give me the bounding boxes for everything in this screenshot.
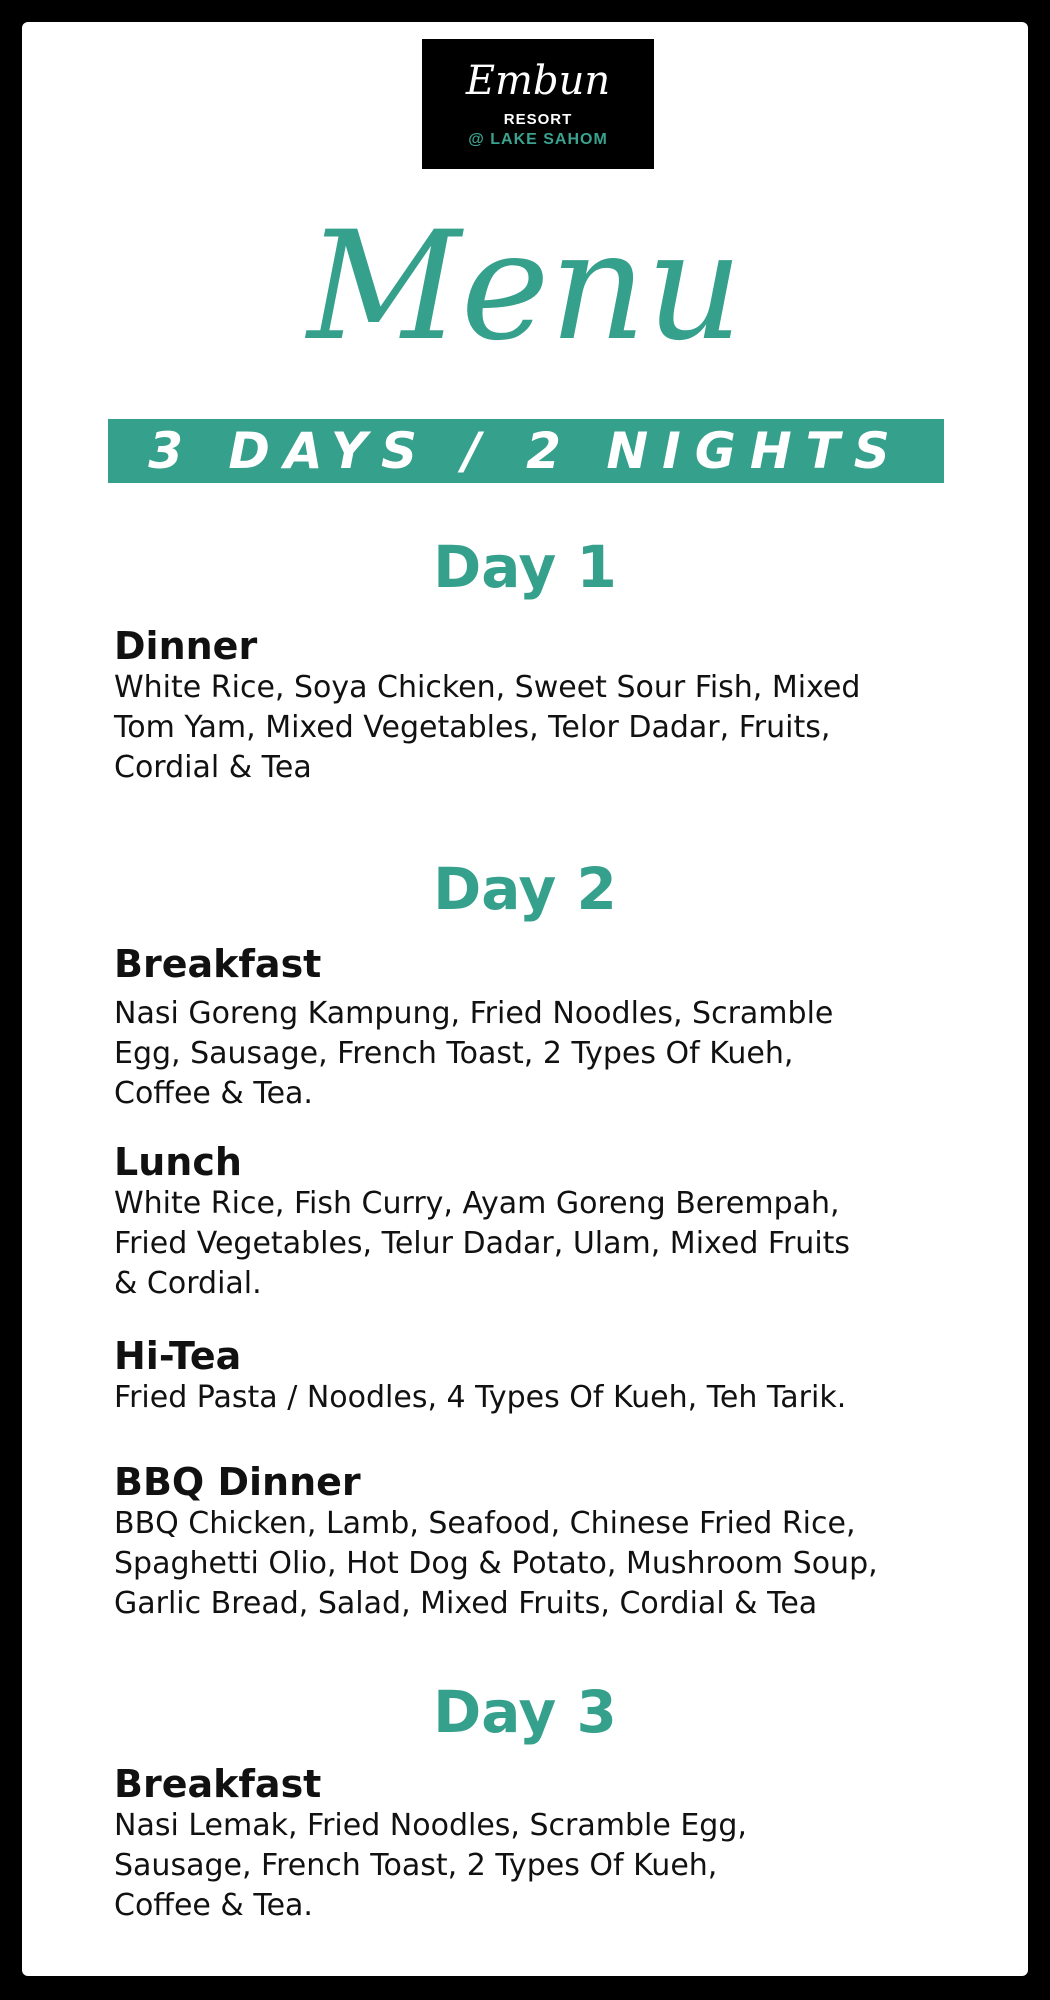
meal-line: Tom Yam, Mixed Vegetables, Telor Dadar, Fruits,	[114, 710, 831, 745]
meal-title: Breakfast	[114, 1762, 322, 1806]
day-2-heading: Day 2	[433, 855, 617, 923]
meal-items	[114, 1504, 974, 1624]
day-2-bbq-dinner	[114, 1460, 994, 1624]
meal-line: Fried Pasta / Noodles, 4 Types Of Kueh, Teh Tarik.	[114, 1380, 847, 1415]
meal-line: Nasi Goreng Kampung, Fried Noodles, Scramble	[114, 996, 834, 1031]
meal-title: BBQ Dinner	[114, 1460, 361, 1504]
day-2-lunch	[114, 1140, 994, 1304]
meal-line: Egg, Sausage, French Toast, 2 Types Of Kueh,	[114, 1036, 794, 1071]
menu-card	[22, 22, 1028, 1976]
meal-items	[114, 668, 974, 788]
meal-items	[114, 1378, 974, 1418]
menu-title: Menu	[307, 200, 743, 374]
meal-line: Cordial & Tea	[114, 750, 312, 785]
meal-title: Hi-Tea	[114, 1334, 242, 1378]
day-1-dinner	[114, 624, 994, 788]
meal-line: Spaghetti Olio, Hot Dog & Potato, Mushroom Soup,	[114, 1546, 878, 1581]
day-2-breakfast	[114, 942, 994, 1114]
meal-title: Lunch	[114, 1140, 242, 1184]
meal-line: Coffee & Tea.	[114, 1076, 313, 1111]
logo-location-text: @ LAKE SAHOM	[468, 131, 608, 148]
meal-line: Garlic Bread, Salad, Mixed Fruits, Cordial & Tea	[114, 1586, 818, 1621]
meal-items	[114, 1806, 974, 1926]
meal-items	[114, 1184, 974, 1304]
logo-script-text: Embun	[465, 58, 611, 104]
meal-line: White Rice, Fish Curry, Ayam Goreng Berempah,	[114, 1186, 840, 1221]
package-banner: 3 DAYS / 2 NIGHTS	[108, 419, 944, 483]
meal-items	[114, 994, 974, 1114]
day-1-heading: Day 1	[433, 533, 617, 601]
logo-resort-text: RESORT	[503, 111, 573, 128]
meal-title: Breakfast	[114, 942, 322, 986]
meal-line: Nasi Lemak, Fried Noodles, Scramble Egg,	[114, 1808, 747, 1843]
day-3-breakfast	[114, 1762, 994, 1926]
meal-line: White Rice, Soya Chicken, Sweet Sour Fish, Mixed	[114, 670, 861, 705]
meal-line: Fried Vegetables, Telur Dadar, Ulam, Mixed Fruits	[114, 1226, 851, 1261]
meal-line: BBQ Chicken, Lamb, Seafood, Chinese Fried Rice,	[114, 1506, 856, 1541]
resort-logo	[422, 39, 654, 169]
meal-line: Sausage, French Toast, 2 Types Of Kueh,	[114, 1848, 718, 1883]
day-3-heading: Day 3	[433, 1678, 617, 1746]
meal-line: & Cordial.	[114, 1266, 262, 1301]
day-2-hi-tea	[114, 1334, 994, 1418]
meal-line: Coffee & Tea.	[114, 1888, 313, 1923]
meal-title: Dinner	[114, 624, 258, 668]
